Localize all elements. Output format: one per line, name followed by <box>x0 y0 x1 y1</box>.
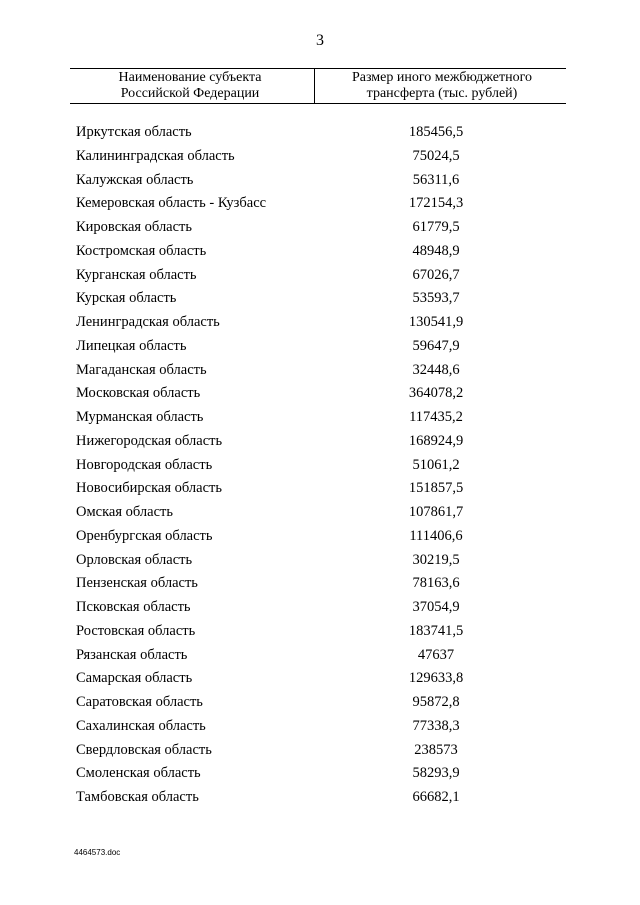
region-name: Псковская область <box>76 599 191 615</box>
transfer-amount: 77338,3 <box>412 717 460 734</box>
table-row <box>0 762 640 786</box>
transfer-amount: 30219,5 <box>412 551 460 568</box>
transfer-amount: 107861,7 <box>408 504 464 520</box>
transfer-amount: 37054,9 <box>412 599 460 615</box>
transfer-amount: 66682,1 <box>412 789 460 805</box>
transfer-amount: 56311,6 <box>412 171 460 188</box>
transfer-amount: 48948,9 <box>412 242 460 259</box>
table-header <box>70 69 566 103</box>
region-name: Рязанская область <box>76 646 188 663</box>
table-row <box>0 406 640 430</box>
transfer-amount: 151857,5 <box>408 480 464 497</box>
region-name: Пензенская область <box>76 575 198 592</box>
header-column-divider <box>314 69 315 103</box>
table-row <box>0 264 640 288</box>
region-name: Свердловская область <box>76 741 212 758</box>
transfer-amount: 117435,2 <box>409 409 463 425</box>
transfer-amount: 61779,5 <box>412 219 460 235</box>
transfer-amount: 53593,7 <box>412 290 460 307</box>
table-row <box>0 644 640 668</box>
region-name: Костромская область <box>76 242 207 259</box>
transfer-amount: 129633,8 <box>408 670 464 687</box>
transfer-amount: 47637 <box>417 646 455 663</box>
table-row <box>0 501 640 525</box>
table-row <box>0 454 640 478</box>
region-name: Иркутская область <box>76 124 192 140</box>
region-name: Саратовская область <box>76 694 203 710</box>
region-name: Курганская область <box>76 266 197 283</box>
table-row <box>0 620 640 644</box>
transfer-amount: 238573 <box>414 741 458 758</box>
document-file-code: 4464573.doc <box>74 848 121 857</box>
region-name: Тамбовская область <box>76 789 199 805</box>
region-name: Орловская область <box>76 551 193 568</box>
region-name: Кемеровская область - Кузбасс <box>76 195 267 212</box>
table-row <box>0 216 640 240</box>
region-name: Калининградская область <box>76 147 235 164</box>
region-name: Липецкая область <box>76 337 187 354</box>
transfer-amount: 95872,8 <box>412 694 460 710</box>
header-transfer-amount-line2: трансферта (тыс. рублей) <box>366 86 518 101</box>
region-name: Ростовская область <box>76 622 196 639</box>
transfer-amount: 130541,9 <box>408 314 464 330</box>
region-name: Самарская область <box>76 670 193 687</box>
transfer-amount: 75024,5 <box>412 147 460 164</box>
region-name: Сахалинская область <box>76 717 206 734</box>
transfer-amount: 185456,5 <box>408 124 464 140</box>
transfer-amount: 111406,6 <box>409 527 463 544</box>
table-row <box>0 572 640 596</box>
table-row <box>0 145 640 169</box>
table-row <box>0 359 640 383</box>
header-region-name-line1: Наименование субъекта <box>118 70 262 85</box>
header-transfer-amount <box>318 70 566 102</box>
region-name: Мурманская область <box>76 409 204 425</box>
header-region-name <box>70 70 310 102</box>
transfer-amount: 183741,5 <box>408 622 464 639</box>
table-row <box>0 240 640 264</box>
table-row <box>0 786 640 810</box>
page-number: 3 <box>316 32 324 49</box>
table-row <box>0 382 640 406</box>
region-name: Оренбургская область <box>76 527 213 544</box>
transfer-amount: 59647,9 <box>412 337 460 354</box>
region-name: Новосибирская область <box>76 480 222 497</box>
region-name: Магаданская область <box>76 361 207 378</box>
table-header-bottom-rule <box>70 103 566 104</box>
table-row <box>0 192 640 216</box>
table-row <box>0 596 640 620</box>
table-row <box>0 667 640 691</box>
header-region-name-line2: Российской Федерации <box>120 86 260 101</box>
region-name: Ленинградская область <box>76 314 220 330</box>
table-row <box>0 430 640 454</box>
region-name: Курская область <box>76 290 177 307</box>
table-row <box>0 691 640 715</box>
table-row <box>0 715 640 739</box>
transfer-amount: 51061,2 <box>412 456 460 473</box>
region-name: Московская область <box>76 385 201 402</box>
table-row <box>0 549 640 573</box>
region-name: Новгородская область <box>76 456 213 473</box>
table-row <box>0 287 640 311</box>
transfer-amount: 67026,7 <box>412 266 460 283</box>
header-transfer-amount-line1: Размер иного межбюджетного <box>351 70 533 85</box>
transfer-amount: 168924,9 <box>408 432 464 449</box>
table-body <box>0 121 640 810</box>
transfer-amount: 78163,6 <box>412 575 460 592</box>
table-row <box>0 311 640 335</box>
table-row <box>0 335 640 359</box>
table-row <box>0 169 640 193</box>
region-name: Смоленская область <box>76 765 201 782</box>
region-name: Калужская область <box>76 171 194 188</box>
region-name: Омская область <box>76 504 173 520</box>
table-row <box>0 121 640 145</box>
transfer-amount: 32448,6 <box>412 361 460 378</box>
table-row <box>0 739 640 763</box>
transfer-amount: 172154,3 <box>408 195 464 212</box>
region-name: Кировская область <box>76 219 193 235</box>
region-name: Нижегородская область <box>76 432 223 449</box>
transfer-amount: 58293,9 <box>412 765 460 782</box>
transfer-amount: 364078,2 <box>408 385 464 402</box>
table-row <box>0 525 640 549</box>
table-row <box>0 477 640 501</box>
